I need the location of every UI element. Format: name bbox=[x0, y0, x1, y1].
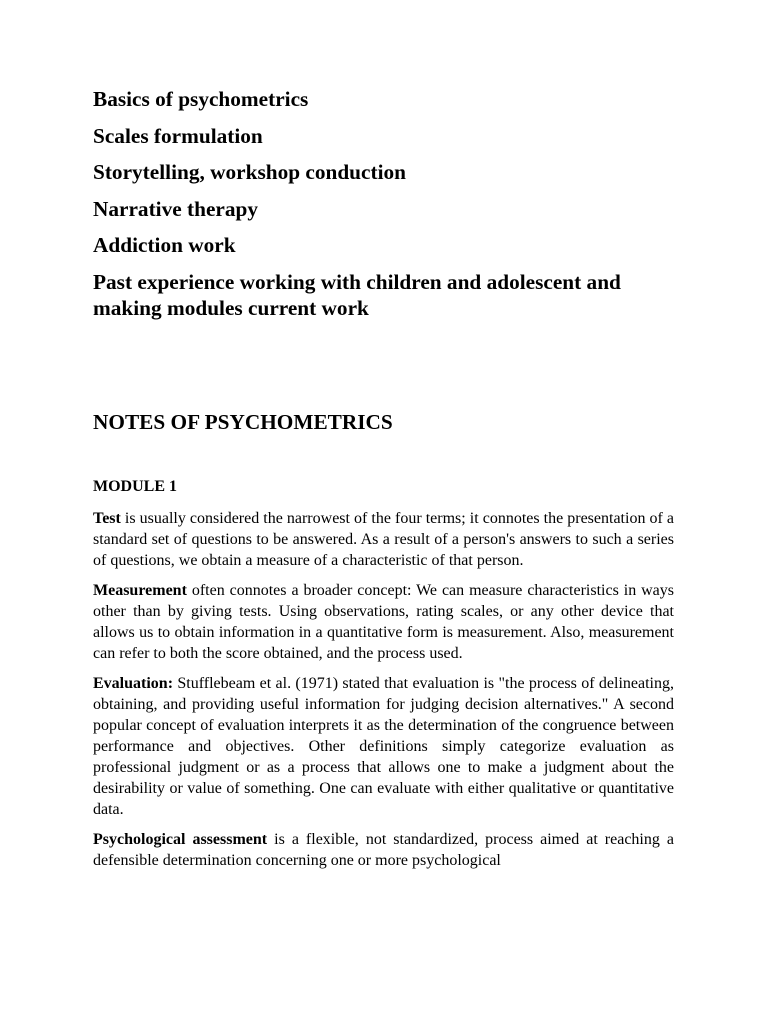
document-page bbox=[93, 86, 674, 869]
definition-text: often connotes a broader concept: We can measure characteristics in ways other than by giving tests. Using observations, rating scales, or any other device that allows us to obtain information in a quantitative form is measurement. Also, measurement can refer to both the score obtained, and the process used. bbox=[93, 582, 674, 662]
definition-text: is usually considered the narrowest of the four terms; it connotes the presentation of a standard set of questions to be answered. As a result of a person's answers to such a series of questions, we obtain a measure of a characteristic of that person. bbox=[93, 510, 674, 569]
module-heading: MODULE 1 bbox=[93, 478, 177, 495]
section-title: NOTES OF PSYCHOMETRICS bbox=[93, 410, 393, 434]
topic-item: Basics of psychometrics bbox=[93, 87, 309, 111]
topic-item: Past experience working with children and adolescent and making modules current work bbox=[93, 269, 621, 320]
topic-item: Scales formulation bbox=[93, 123, 263, 148]
topic-item: Addiction work bbox=[93, 233, 236, 257]
definition-text: is a flexible, not standardized, process aimed at reaching a defensible determination concerning one or more psychological bbox=[93, 831, 674, 869]
topic-list bbox=[93, 86, 674, 321]
definition-paragraph bbox=[93, 508, 674, 571]
definition-term: Evaluation: bbox=[93, 675, 174, 692]
definition-paragraph bbox=[93, 580, 674, 664]
definition-term: Test bbox=[93, 510, 121, 527]
definition-term: Psychological assessment bbox=[93, 831, 268, 848]
definition-paragraph bbox=[93, 829, 674, 871]
definitions bbox=[93, 508, 674, 880]
definition-paragraph bbox=[93, 673, 674, 820]
topic-item: Narrative therapy bbox=[93, 196, 258, 221]
topic-item: Storytelling, workshop conduction bbox=[93, 160, 406, 184]
definition-text: Stufflebeam et al. (1971) stated that evaluation is "the process of delineating, obtaining, and providing useful information for judging decision alternatives." A second popular concept of evaluation interprets it as the determination of the congruence between performance and objectives. Other definitions simply categorize evaluation as professional judgment or as a process that allows one to make a judgment about the desirability or value of something. One can evaluate with either qualitative or quantitative data. bbox=[93, 675, 674, 818]
definition-term: Measurement bbox=[93, 582, 187, 599]
